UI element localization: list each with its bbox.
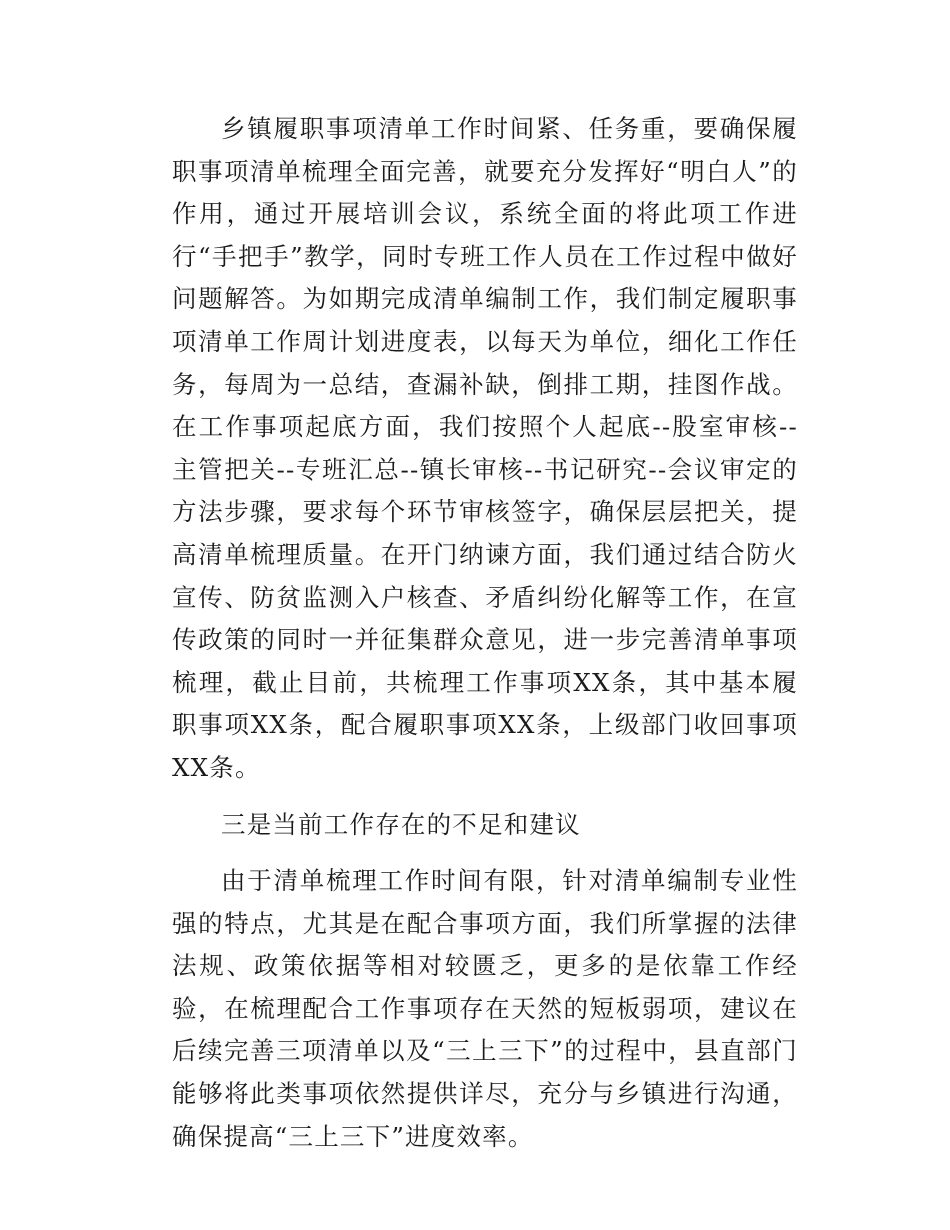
body-paragraph-2: 由于清单梳理工作时间有限，针对清单编制专业性强的特点，尤其是在配合事项方面，我们所掌握的法律法规、政策依据等相对较匮乏，更多的是依靠工作经验，在梳理配合工作事项存在天然的短板弱项，建议在后续完善三项清单以及“三上三下”的过程中，县直部门能够将此类事项依然提供详尽，充分与乡镇进行沟通，确保提高“三上三下”进度效率。	[172, 866, 798, 1151]
body-paragraph-1: 乡镇履职事项清单工作时间紧、任务重，要确保履职事项清单梳理全面完善，就要充分发挥好“明白人”的作用，通过开展培训会议，系统全面的将此项工作进行“手把手”教学，同时专班工作人员在工作过程中做好问题解答。为如期完成清单编制工作，我们制定履职事项清单工作周计划进度表，以每天为单位，细化工作任务，每周为一总结，查漏补缺，倒排工期，挂图作战。在工作事项起底方面，我们按照个人起底--股室审核--主管把关--专班汇总--镇长审核--书记研究--会议审定的方法步骤，要求每个环节审核签字，确保层层把关，提高清单梳理质量。在开门纳谏方面，我们通过结合防火宣传、防贫监测入户核查、矛盾纠纷化解等工作，在宣传政策的同时一并征集群众意见，进一步完善清单事项梳理，截止目前，共梳理工作事项XX条，其中基本履职事项XX条，配合履职事项XX条，上级部门收回事项XX条。	[172, 114, 798, 782]
section-heading: 三是当前工作存在的不足和建议	[221, 809, 581, 839]
document-body	[172, 108, 798, 1158]
